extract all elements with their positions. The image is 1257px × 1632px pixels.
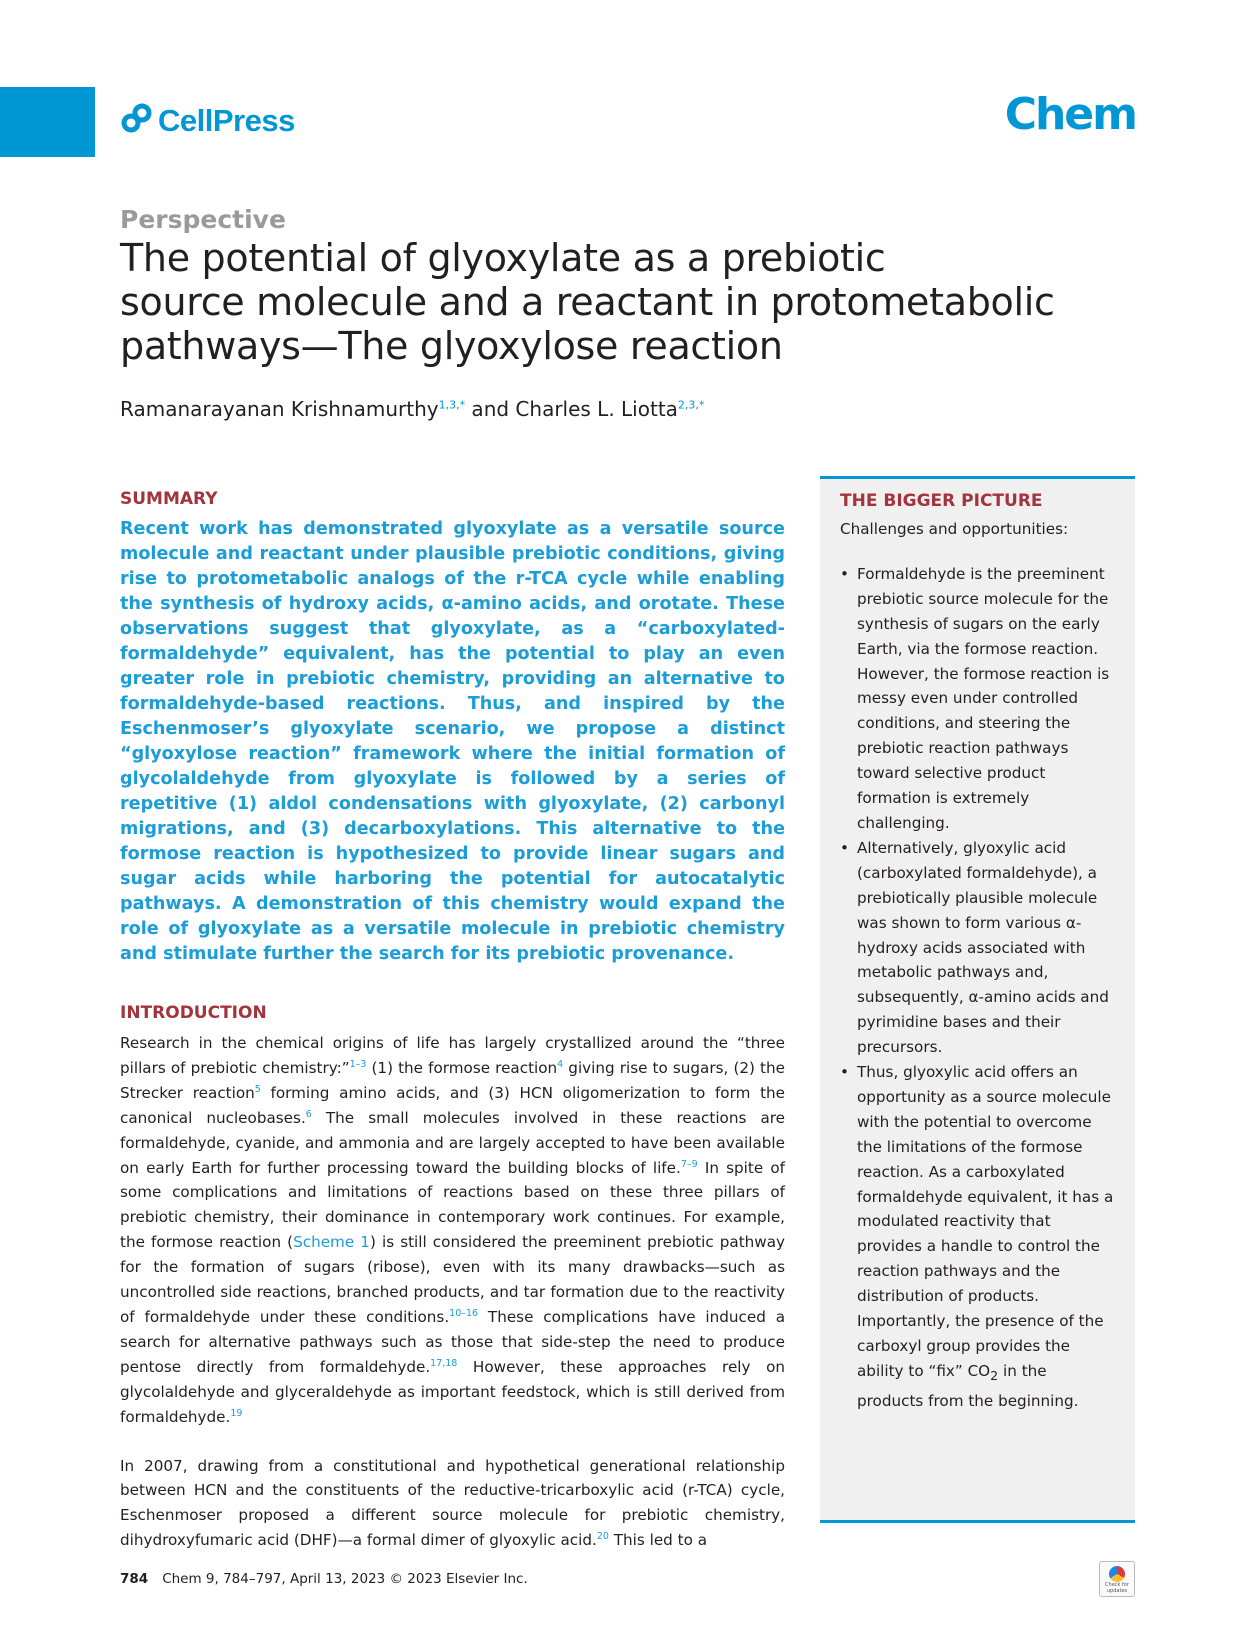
reference-link[interactable]: 7–9 xyxy=(680,1158,698,1170)
paragraph-text: giving rise to sugars, (2) the Strecker reaction xyxy=(120,1058,785,1102)
reference-link[interactable]: 19 xyxy=(230,1407,243,1419)
bigger-picture-box xyxy=(820,476,1135,1523)
paragraph-text: However, these approaches rely on glycolaldehyde and glyceraldehyde as important feedstock, which is still derived from formaldehyde. xyxy=(120,1357,785,1426)
reference-link[interactable]: 17,18 xyxy=(430,1357,458,1369)
check-for-updates-icon xyxy=(1109,1566,1125,1582)
reference-link[interactable]: 1–3 xyxy=(349,1058,367,1070)
author-name[interactable]: Charles L. Liotta xyxy=(515,397,678,421)
reference-link[interactable]: 6 xyxy=(305,1108,312,1120)
reference-link[interactable]: 5 xyxy=(254,1083,261,1095)
article-title xyxy=(120,236,1140,368)
citation: Chem 9, 784–797, April 13, 2023 © 2023 Elsevier Inc. xyxy=(162,1571,528,1587)
author-affiliation[interactable]: 1,3,* xyxy=(438,398,466,412)
introduction-paragraph xyxy=(120,1031,785,1430)
author-separator: and xyxy=(465,397,516,421)
introduction-heading: INTRODUCTION xyxy=(120,1003,267,1023)
paragraph-text: (1) the formose reaction xyxy=(366,1058,558,1077)
sidebar-list xyxy=(840,562,1115,1414)
paragraph-text: This led to a xyxy=(608,1531,708,1550)
paragraph-text: These complications have induced a search for alternative pathways such as those that side-step the need to produce pentose directly from formaldehyde. xyxy=(120,1307,785,1376)
cellpress-logo[interactable] xyxy=(120,102,295,140)
cellpress-logo-icon xyxy=(120,102,154,140)
check-for-updates-label: Check for updates xyxy=(1105,1582,1129,1594)
article-type: Perspective xyxy=(120,205,286,234)
title-line: pathways—The glyoxylose reaction xyxy=(120,324,783,368)
author-list xyxy=(120,397,704,421)
title-line: source molecule and a reactant in protometabolic xyxy=(120,280,1055,324)
sidebar-heading: THE BIGGER PICTURE xyxy=(840,491,1043,511)
sidebar-subheading: Challenges and opportunities: xyxy=(840,520,1069,538)
summary-text: Recent work has demonstrated glyoxylate as a versatile source molecule and reactant under plausible prebiotic conditions, giving rise to protometabolic analogs of the r-TCA cycle while enabling the synthesis of hydroxy acids, α-amino acids, and orotate. These observations suggest that glyoxylate, as a “carboxylated-formaldehyde” equivalent, has the potential to play an even greater role in prebiotic chemistry, providing an alternative to formaldehyde-based reactions. Thus, and inspired by the Eschenmoser’s glyoxylate scenario, we propose a distinct “glyoxylose reaction” framework where the initial formation of glycolaldehyde from glyoxylate is followed by a series of repetitive (1) aldol condensations with glyoxylate, (2) carbonyl migrations, and (3) decarboxylations. This alternative to the formose reaction is hypothesized to provide linear sugars and sugar acids while harboring the potential for autocatalytic pathways. A demonstration of this chemistry would expand the role of glyoxylate as a versatile molecule in prebiotic chemistry and stimulate further the search for its prebiotic provenance. xyxy=(120,519,785,964)
list-item xyxy=(840,1060,1115,1414)
scheme-link[interactable]: Scheme 1 xyxy=(293,1233,370,1252)
paragraph-text: ) is still considered the preeminent prebiotic pathway for the formation of sugars (ribose), even with its many drawbacks—such as uncontrolled side reactions, branched products, and tar formation due to the reactivity of formaldehyde under these conditions. xyxy=(120,1233,786,1326)
paragraph-text: The small molecules involved in these reactions are formaldehyde, cyanide, and ammonia and are largely accepted to have been available on early Earth for further processing toward the building blocks of life. xyxy=(120,1108,786,1177)
author-affiliation[interactable]: 2,3,* xyxy=(677,398,705,412)
reference-link[interactable]: 10–16 xyxy=(449,1307,479,1319)
main-column xyxy=(120,489,785,1553)
list-item-text: Thus, glyoxylic acid offers an opportunity as a source molecule with the potential to overcome the limitations of the formose reaction. As a carboxylated formaldehyde equivalent, it has a modulated reactivity that provides a handle to control the reaction pathways and the distribution of products. Importantly, the presence of the carboxyl group provides the ability to “fix” CO xyxy=(857,1063,1114,1380)
check-for-updates-button[interactable] xyxy=(1099,1561,1135,1597)
list-item-text: in the products from the beginning. xyxy=(857,1361,1079,1410)
introduction-paragraph xyxy=(120,1454,785,1554)
list-item: • Alternatively, glyoxylic acid (carboxylated formaldehyde), a prebiotically plausible molecule was shown to form various α-hydroxy acids associated with metabolic pathways and, subsequently, α-amino acids and pyrimidine bases and their precursors. xyxy=(840,836,1115,1060)
subscript: 2 xyxy=(990,1367,999,1383)
title-line: The potential of glyoxylate as a prebiotic xyxy=(120,236,886,280)
page-number: 784 xyxy=(120,1571,149,1587)
paragraph-text: forming amino acids, and (3) HCN oligomerization to form the canonical nucleobases. xyxy=(120,1083,786,1127)
publisher-name: CellPress xyxy=(158,103,295,138)
list-item: • Formaldehyde is the preeminent prebiotic source molecule for the synthesis of sugars on the early Earth, via the formose reaction. However, the formose reaction is messy even under controlled conditions, and steering the prebiotic reaction pathways toward selective product formation is extremely challenging. xyxy=(840,562,1115,836)
paragraph-text: Research in the chemical origins of life has largely crystallized around the “three pillars of prebiotic chemistry:” xyxy=(120,1034,785,1077)
author-name[interactable]: Ramanarayanan Krishnamurthy xyxy=(120,397,439,421)
reference-link[interactable]: 4 xyxy=(557,1058,564,1070)
paragraph-text: In 2007, drawing from a constitutional and hypothetical generational relationship between HCN and the constituents of the reductive-tricarboxylic acid (r-TCA) cycle, Eschenmoser proposed a different source molecule for prebiotic chemistry, dihydroxyfumaric acid (DHF)—a formal dimer of glyoxylic acid. xyxy=(120,1456,785,1550)
reference-link[interactable]: 20 xyxy=(596,1531,609,1543)
journal-name[interactable]: Chem xyxy=(1004,89,1136,140)
brand-color-tab xyxy=(0,87,95,157)
paragraph-text: In spite of some complications and limitations of reactions based on these three pillars of prebiotic chemistry, their dominance in contemporary work continues. For example, the formose reaction ( xyxy=(120,1158,785,1252)
page-footer xyxy=(120,1571,528,1587)
summary-heading: SUMMARY xyxy=(120,489,218,509)
